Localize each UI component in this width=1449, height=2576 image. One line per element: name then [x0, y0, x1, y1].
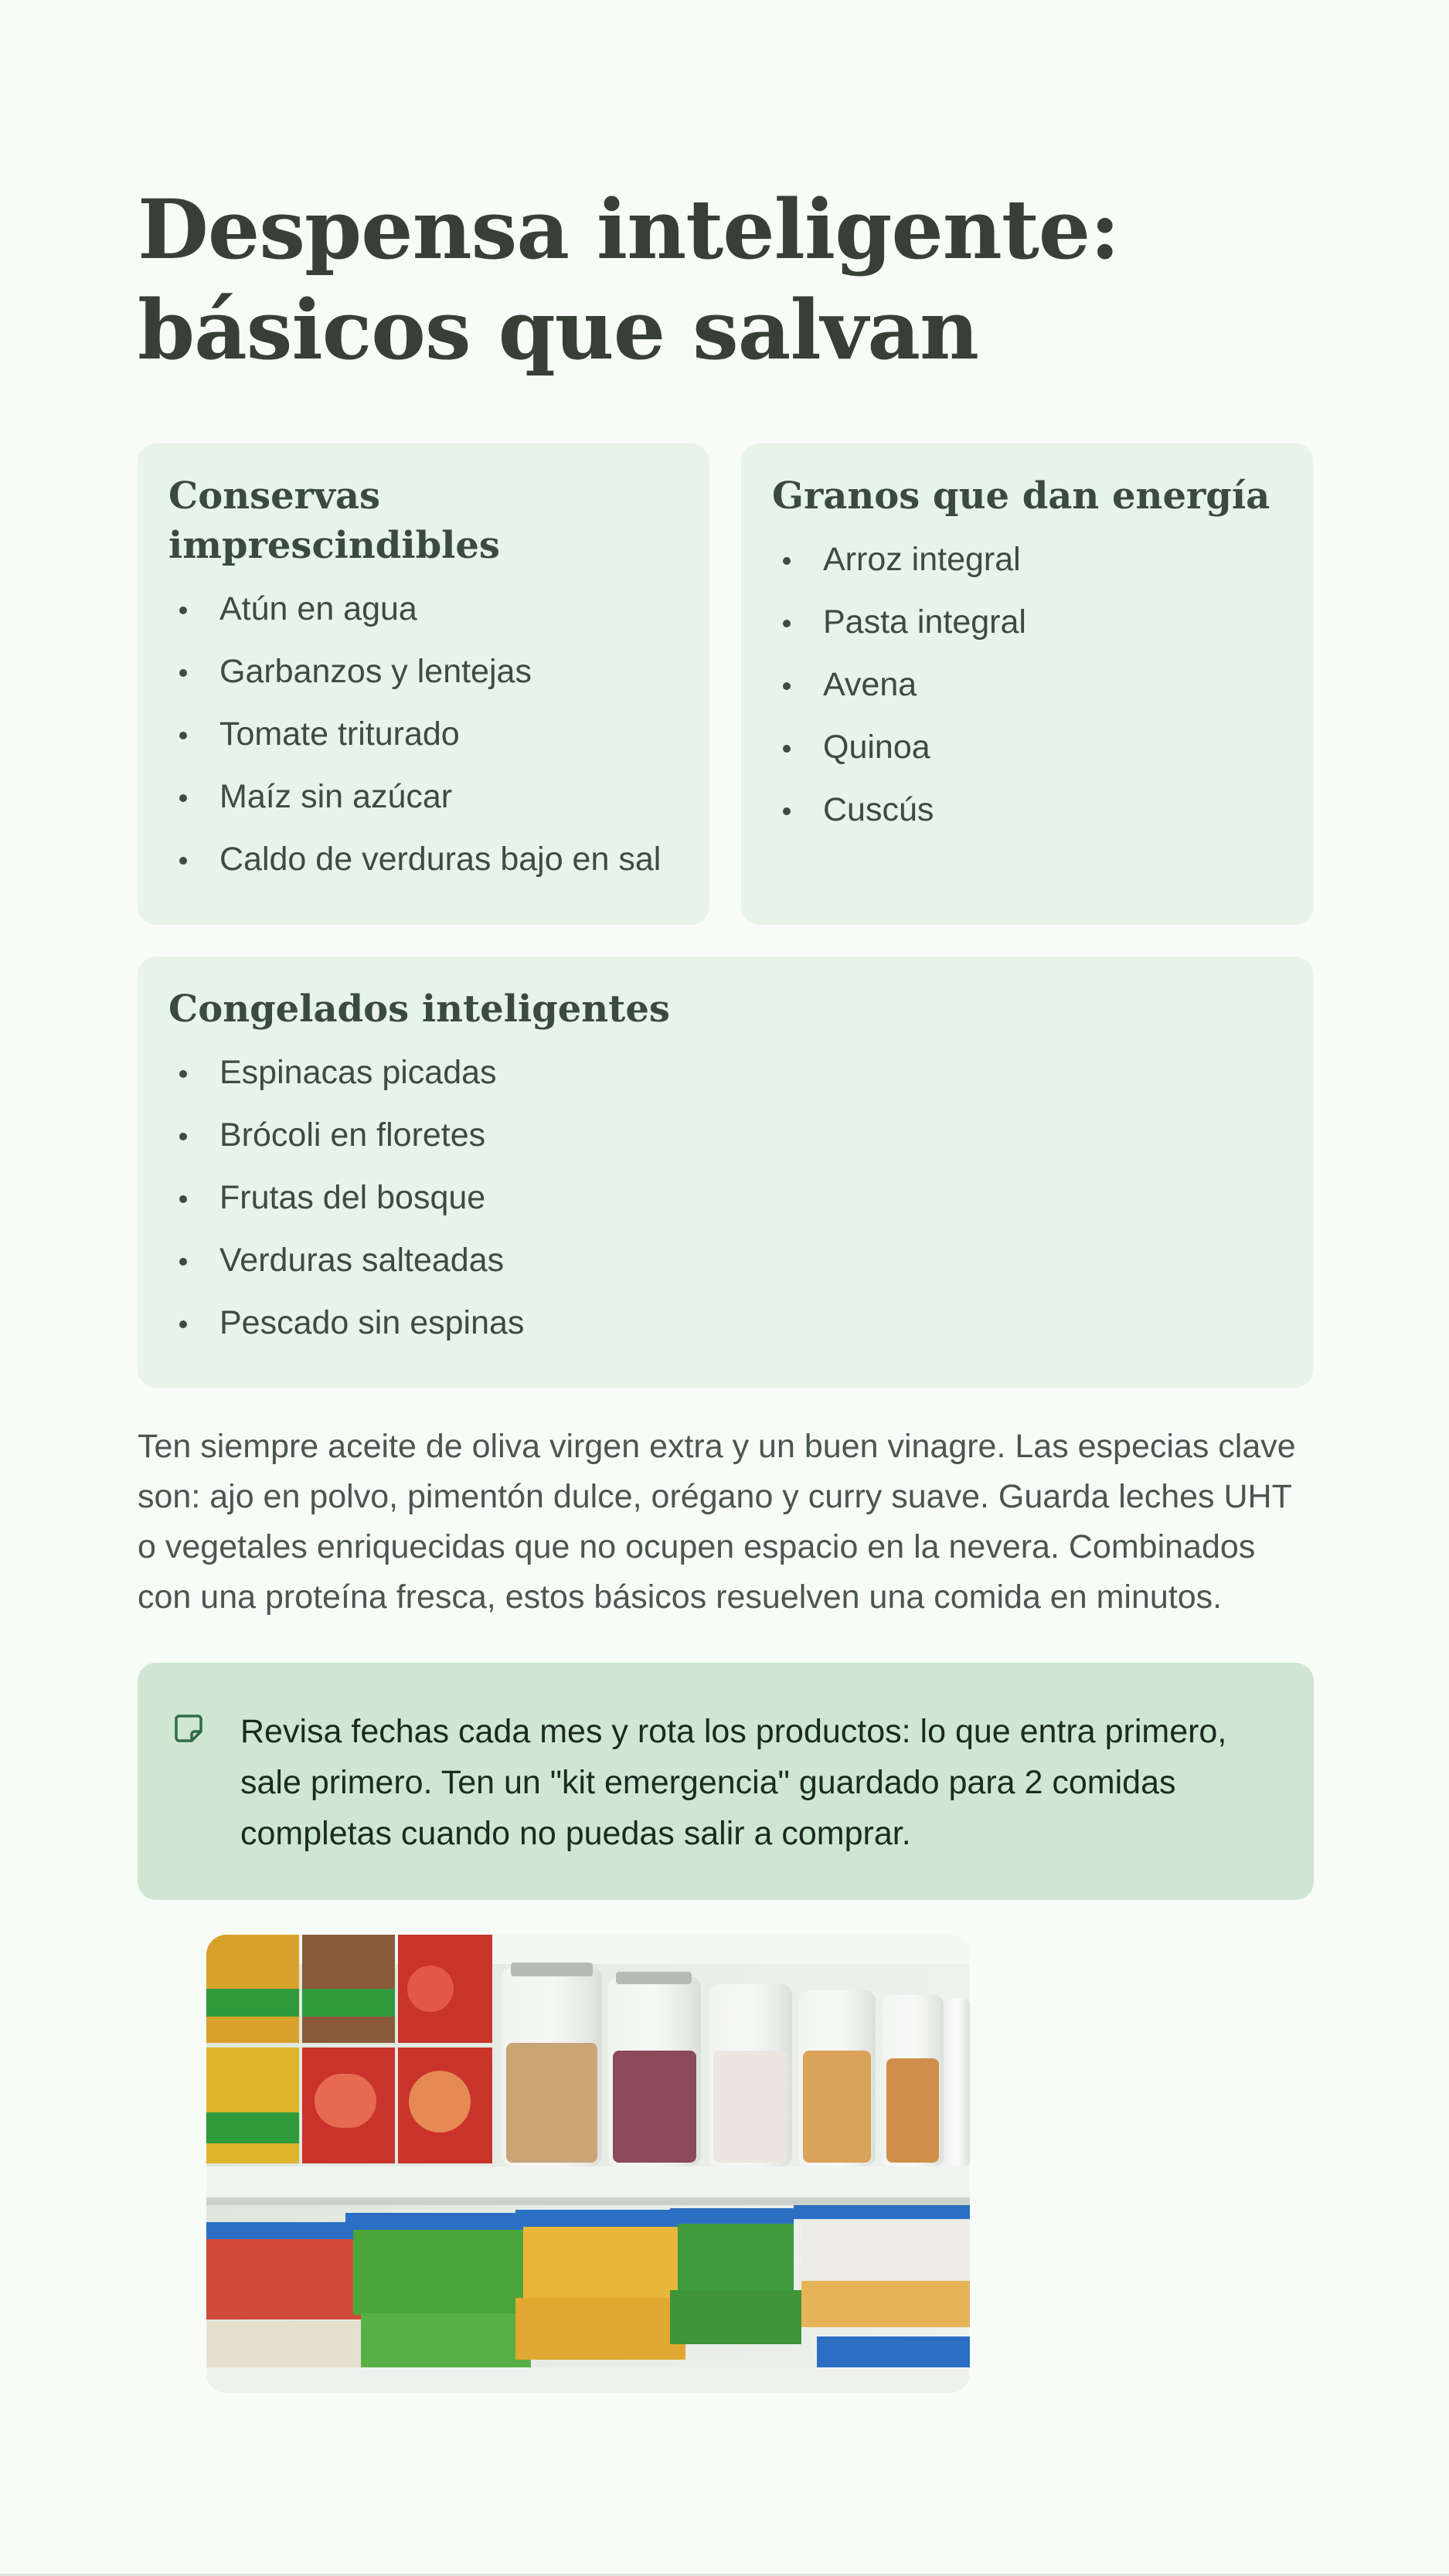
- list-item: Atún en agua: [168, 578, 679, 641]
- list-item: Tomate triturado: [168, 703, 679, 766]
- page-title: [138, 179, 1314, 380]
- list-item: Pasta integral: [772, 591, 1283, 654]
- list-item: Brócoli en floretes: [168, 1104, 1283, 1167]
- card-granos: [741, 443, 1314, 925]
- list-item: Maíz sin azúcar: [168, 766, 679, 828]
- list-item: Avena: [772, 654, 1283, 716]
- tip-callout: [138, 1663, 1314, 1900]
- note-icon: [173, 1713, 204, 1744]
- cans: [206, 1935, 492, 2163]
- item-list: [772, 528, 1283, 841]
- body-paragraph: Ten siempre aceite de oliva virgen extra y un buen vinagre. Las especias clave son: ajo en polvo, pimentón dulce, orégano y curry suave. Guarda leches UHT o vegetales enriquecidas que no ocupen espacio en la nevera. Combinados con una proteína fresca, estos básicos resuelven una comida en minutos.: [138, 1428, 1296, 1616]
- list-item: Pescado sin espinas: [168, 1292, 1283, 1354]
- pantry-shelves-image: [206, 1935, 970, 2393]
- list-item: Espinacas picadas: [168, 1042, 1283, 1104]
- list-item: Quinoa: [772, 716, 1283, 779]
- card-title: Conservas imprescindibles: [168, 474, 500, 567]
- list-item: Arroz integral: [772, 528, 1283, 591]
- card-congelados: [138, 957, 1314, 1388]
- list-item: Caldo de verduras bajo en sal: [168, 828, 679, 891]
- page-title-line-1: Despensa inteligente:: [138, 181, 1120, 277]
- item-list: [168, 1042, 1283, 1354]
- card-title: Congelados inteligentes: [168, 987, 670, 1031]
- card-conservas: [138, 443, 709, 925]
- item-list: [168, 578, 679, 891]
- frozen-bags: [206, 2205, 970, 2367]
- tip-text: Revisa fechas cada mes y rota los productos: lo que entra primero, sale primero. Ten un "kit emergencia" guardado para 2 comidas completas cuando no puedas salir a comprar.: [240, 1713, 1227, 1852]
- list-item: Frutas del bosque: [168, 1167, 1283, 1229]
- list-item: Garbanzos y lentejas: [168, 641, 679, 703]
- card-title: Granos que dan energía: [772, 474, 1270, 518]
- list-item: Verduras salteadas: [168, 1229, 1283, 1292]
- pantry-illustration: [206, 1935, 970, 2393]
- page-title-line-2: básicos que salvan: [138, 281, 979, 378]
- list-item: Cuscús: [772, 779, 1283, 841]
